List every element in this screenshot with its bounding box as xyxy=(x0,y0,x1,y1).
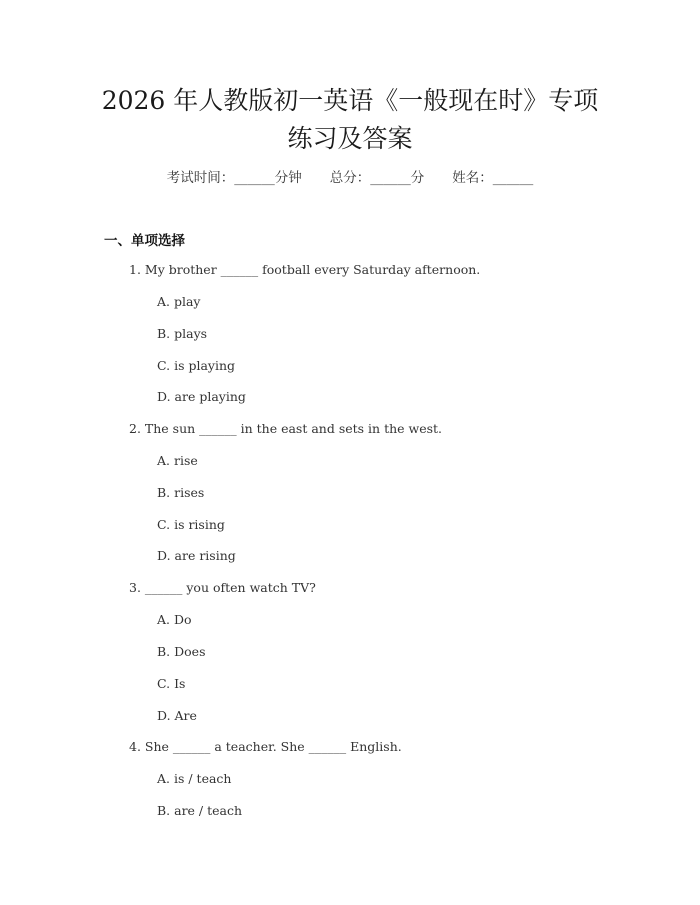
question-3: 3. ______ you often watch TV? xyxy=(129,580,316,595)
title-line-2: 练习及答案 xyxy=(287,124,413,153)
question-3-option-d: D. Are xyxy=(157,708,197,723)
question-3-option-c: C. Is xyxy=(157,676,186,691)
question-1: 1. My brother ______ football every Saturday afternoon. xyxy=(129,262,481,277)
question-2-option-a: A. rise xyxy=(157,453,198,468)
question-2-option-b: B. rises xyxy=(157,485,205,500)
total-score-field: 总分：______分 xyxy=(329,170,425,186)
question-3-option-b: B. Does xyxy=(157,644,206,659)
question-2-option-d: D. are rising xyxy=(157,548,236,563)
title-line-1: 2026 年人教版初一英语《一般现在时》专项 xyxy=(101,86,599,115)
exam-time-field: 考试时间：______分钟 xyxy=(166,170,302,186)
question-4-option-a: A. is / teach xyxy=(157,771,232,786)
question-4: 4. She ______ a teacher. She ______ English. xyxy=(129,739,402,754)
question-3-option-a: A. Do xyxy=(157,612,192,627)
document-title xyxy=(60,82,640,158)
question-4-option-b: B. are / teach xyxy=(157,803,243,818)
question-1-option-a: A. play xyxy=(157,294,201,309)
question-2: 2. The sun ______ in the east and sets in the west. xyxy=(129,421,443,436)
question-1-option-c: C. is playing xyxy=(157,358,236,373)
section-heading: 一、单项选择 xyxy=(104,233,185,249)
exam-info xyxy=(0,166,700,186)
question-1-option-d: D. are playing xyxy=(157,389,246,404)
question-1-option-b: B. plays xyxy=(157,326,208,341)
question-2-option-c: C. is rising xyxy=(157,517,225,532)
student-name-field: 姓名：______ xyxy=(452,170,534,186)
